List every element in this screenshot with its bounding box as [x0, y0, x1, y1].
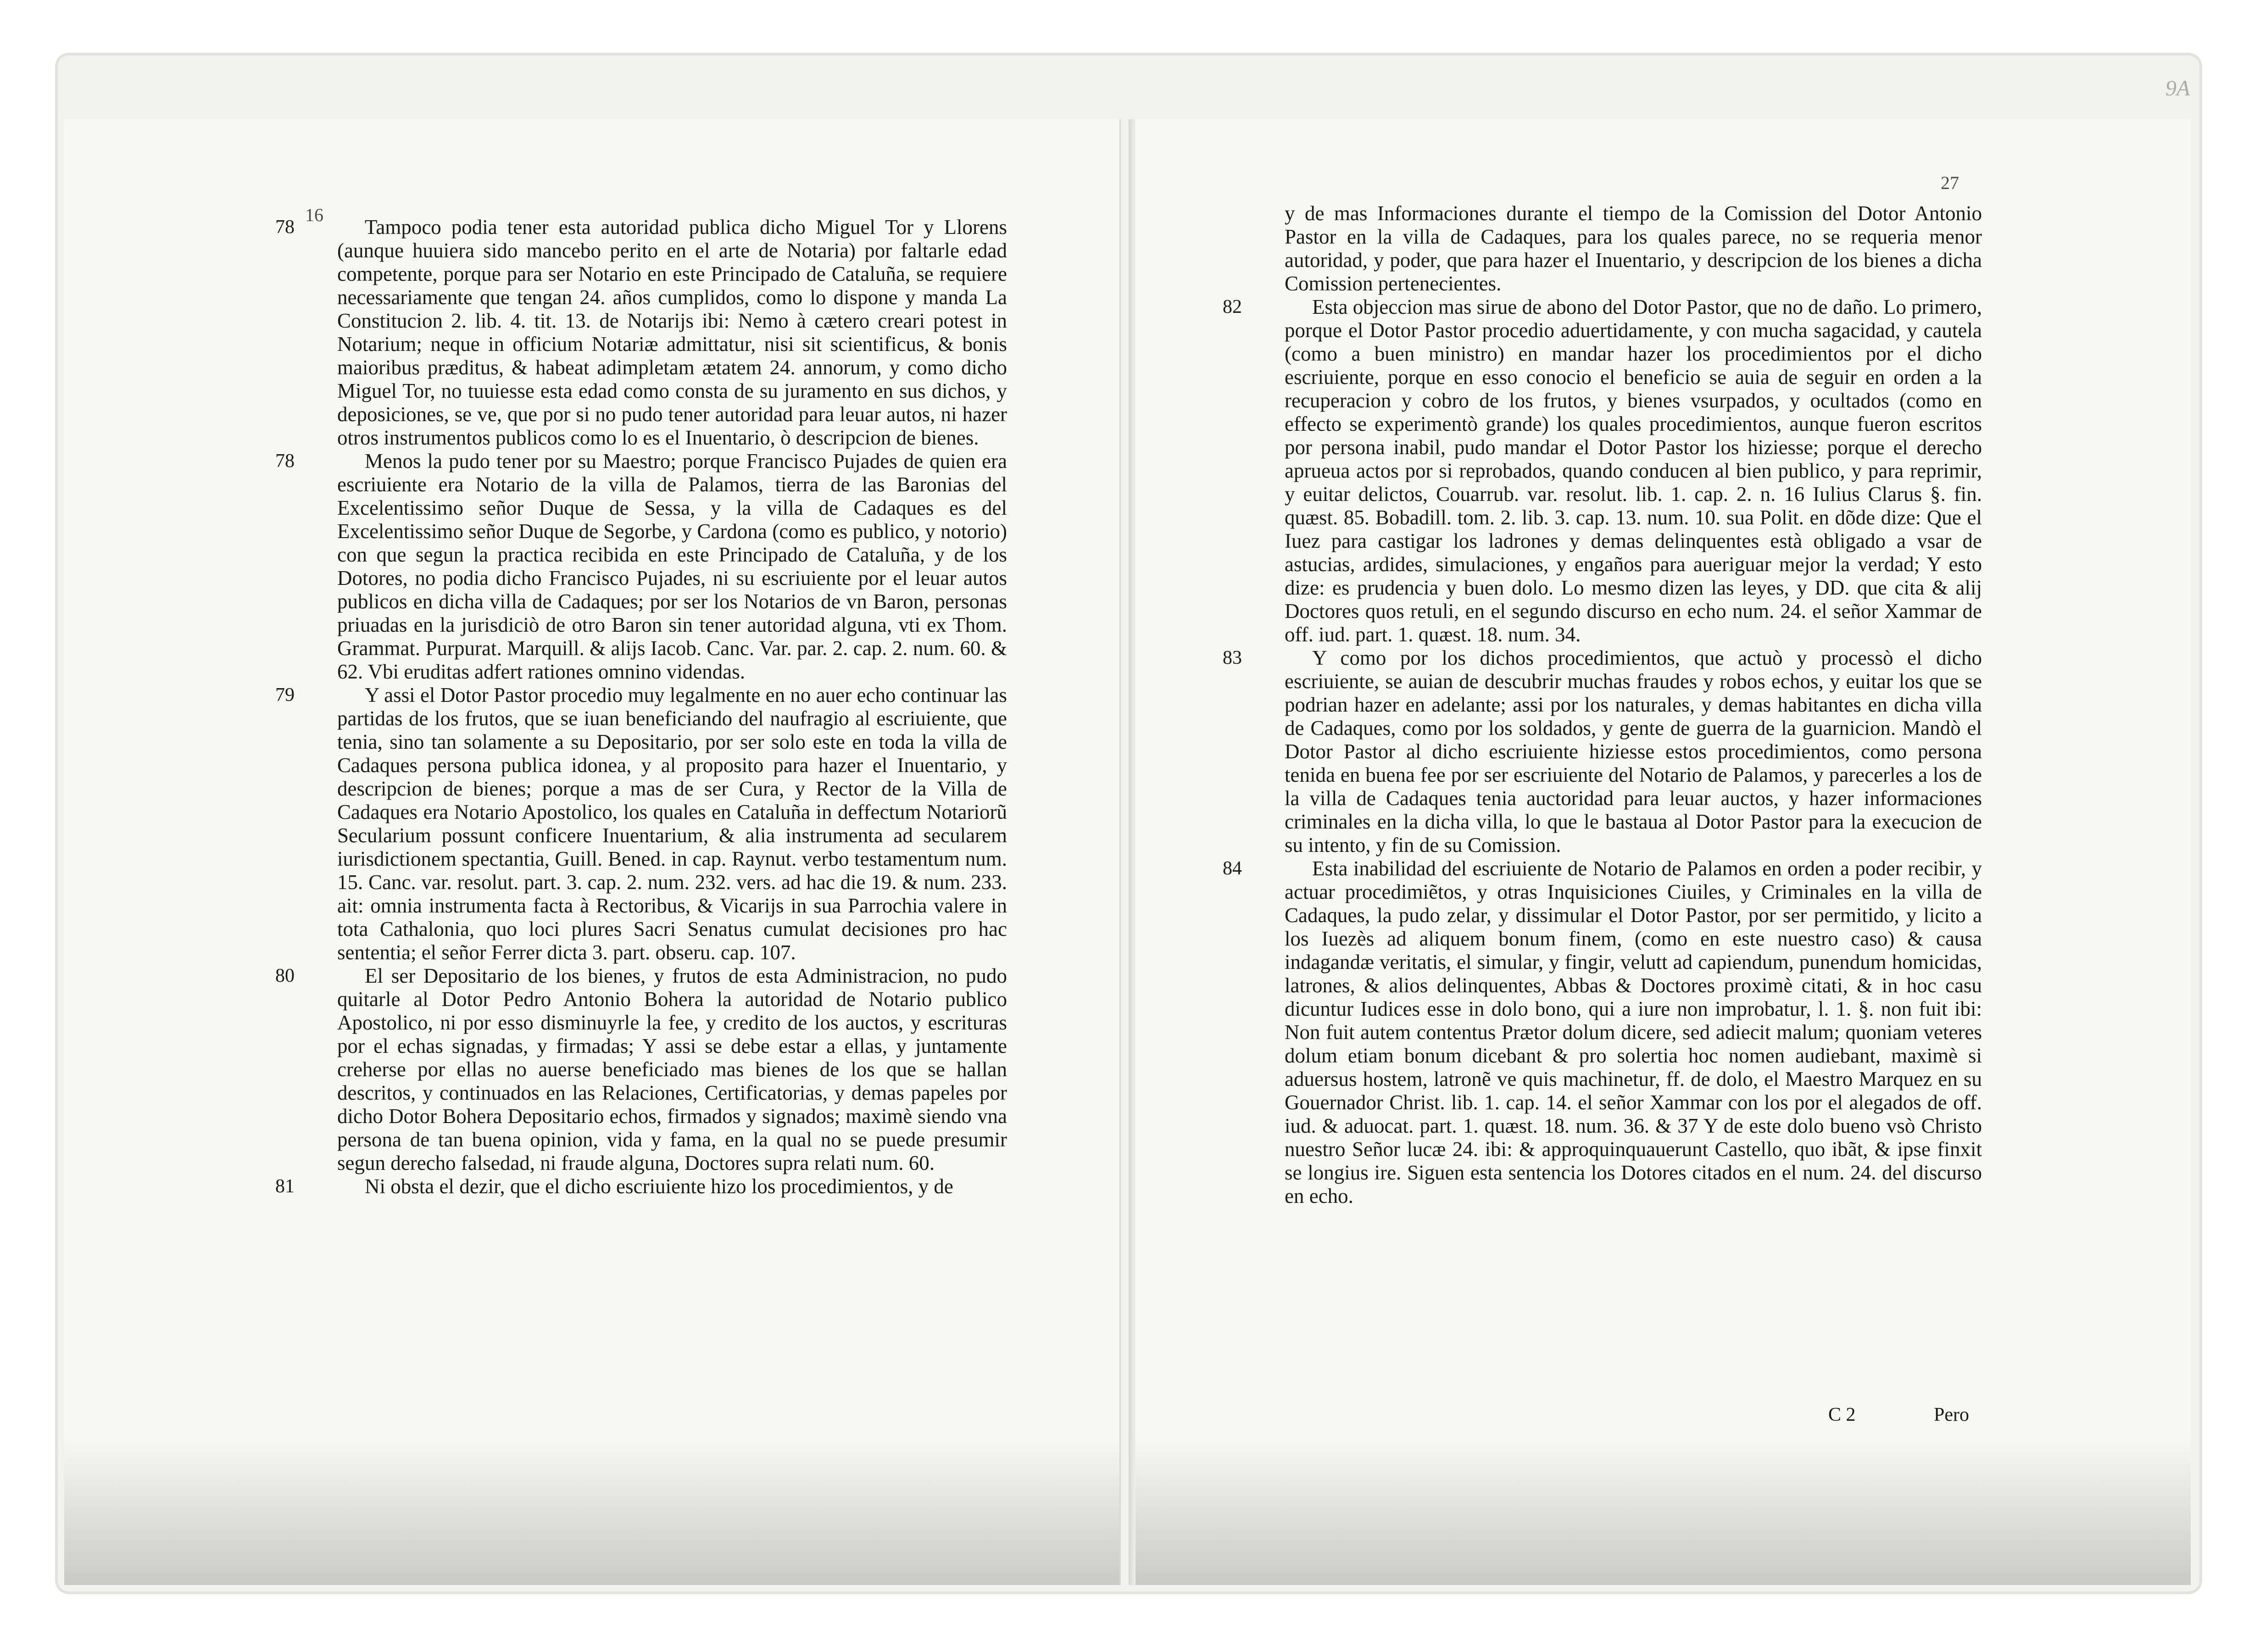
paragraph-text: Tampoco podia tener esta autoridad publica dicho Miguel Tor y Llorens (aunque huuiera sido mancebo perito en el arte de Notaria) por faltarle edad competente, porque para ser Notario en este Principado de Cataluña, se requiere necessariamente que tengan 24. años cumplidos, como lo dispone y manda La Constitucion 2. lib. 4. tit. 13. de Notarijs ibi: Nemo à cætero creari potest in Notarium; neque in officium Notariæ admittatur, nisi sit scientificus, & bonis maioribus præditus, & habeat adimpletam ætatem 24. annorum, y como dicho Miguel Tor, no tuuiesse esta edad como consta de su juramento en sus dichos, y deposiciones, se ve, que por si no pudo tener autoridad para leuar autos, ni hazer otros instrumentos publicos como lo es el Inuentario, ò descripcion de bienes.: [337, 216, 1007, 449]
page-stain: [64, 1438, 1119, 1585]
paragraph: [275, 1175, 1007, 1198]
paragraph: [1223, 857, 1982, 1208]
page-stain: [1135, 1438, 2191, 1585]
paragraph: [1223, 646, 1982, 857]
signature-mark: C 2: [1828, 1404, 1856, 1425]
paragraph: [275, 450, 1007, 684]
paragraph-text: Y como por los dichos procedimientos, que actuò y processò el dicho escriuiente, se auian de descubrir muchas fraudes y robos echos, y euitar los que se podrian hazer en adelante; assi por los naturales, y demas habitantes en dicha villa de Cadaques, como por los soldados, y gente de guerra de la guarnicion. Mandò el Dotor Pastor al dicho escriuiente hiziesse estos procedimientos, como persona tenida en buena fee por ser escriuiente del Notario de Palamos, y parecerles a los de la villa de Cadaques tenia auctoridad para leuar auctos, y hazer informaciones criminales en la dicha villa, lo que le bastaua al Dotor Pastor para la execucion de su intento, y fin de su Comission.: [1285, 646, 1982, 857]
paragraph: [1285, 202, 1982, 295]
right-page-text: [1223, 202, 1982, 1208]
paragraph: [275, 964, 1007, 1175]
paragraph-number: 78: [275, 217, 295, 238]
paragraph-text: Esta objeccion mas sirue de abono del Dotor Pastor, que no de daño. Lo primero, porque el Dotor Pastor procedio aduertidamente, y con mucha sagacidad, y cautela (como a buen ministro) en mandar hazer los procedimientos por el dicho escriuiente, porque en esso conocio el beneficio se auia de seguir en orden a la recuperacion y cobro de los frutos, y bienes vsurpados, y ocultados (como en effecto se experimentò grande) los quales procedimientos, aunque fueron escritos por persona inabil, pudo mandar el Dotor Pastor los hiziesse; porque el derecho aprueua actos por si reprobados, quando conducen al bien publico, y para reprimir, y euitar delictos, Couarrub. var. resolut. lib. 1. cap. 2. n. 16 Iulius Clarus §. fin. quæst. 85. Bobadill. tom. 2. lib. 3. cap. 13. num. 10. sua Polit. en dõde dize: Que el Iuez para castigar los ladrones y demas delinquentes està obligado a vsar de astucias, ardides, simulaciones, y engaños para aueriguar mejor la verdad; Y esto dize: es prudencia y buen dolo. Lo mesmo dizen las leyes, y DD. que cita & alij Doctores quos retuli, en el segundo discurso en echo num. 24. el señor Xammar de off. iud. part. 1. quæst. 18. num. 34.: [1285, 295, 1982, 646]
paragraph-text: El ser Depositario de los bienes, y frutos de esta Administracion, no pudo quitarle al Dotor Pedro Antonio Bohera la autoridad de Notario publico Apostolico, ni por esso disminuyrle la fee, y credito de los auctos, y escrituras por el echas signadas, y firmadas; Y assi se debe estar a ellas, y juntamente creherse por ellas no auerse beneficiado mas bienes de los que se hallan descritos, y continuados en las Relaciones, Certificatorias, y demas papeles por dicho Dotor Bohera Depositario echos, firmados y signados; maximè siendo vna persona de tan buena opinion, vida y fama, en la qual no se puede presumir segun derecho falsedad, ni fraude alguna, Doctores supra relati num. 60.: [337, 964, 1007, 1174]
paragraph-text: Esta inabilidad del escriuiente de Notario de Palamos en orden a poder recibir, y actuar procedimiẽtos, y otras Inquisiciones Ciuiles, y Criminales en la villa de Cadaques, la pudo zelar, y dissimular el Dotor Pastor, por ser permitido, y licito a los Iuezès ad aliquem bonum finem, (como en este nuestro caso) & causa indagandæ veritatis, el simular, y fingir, velutt ad capiendum, punendum homicidas, latrones, & alios delinquentes, Abbas & Doctores proximè citati, & in hoc casu dicuntur Iudices esse in dolo bono, qui a iure non improbatur, l. 1. §. non fuit ibi: Non fuit autem contentus Prætor dolum dicere, sed adiecit malum; quoniam veteres dolum etiam bonum dicebant & pro solertia hoc nomen audiebant, maximè si aduersus hostem, latronẽ ve quis machinetur, ff. de dolo, el Maestro Marquez en su Gouernador Christ. lib. 1. cap. 14. el señor Xammar con los por el alegados de off. iud. & aduocat. part. 1. quæst. 18. num. 36. & 37 Y de este dolo bueno vsò Christo nuestro Señor lucæ 24. ibi: & approquinquauerunt Castello, quo ibãt, & ipse finxit se longius ire. Siguen esta sentencia los Dotores citados en el num. 24. del discurso en echo.: [1285, 857, 1982, 1207]
catchword: Pero: [1934, 1404, 1969, 1425]
paragraph-text: Ni obsta el dezir, que el dicho escriuiente hizo los procedimientos, y de: [365, 1175, 953, 1198]
paragraph-number: 84: [1223, 858, 1242, 879]
paragraph: [1223, 295, 1982, 646]
right-page-number: 27: [1941, 172, 1959, 193]
paragraph-text: Menos la pudo tener por su Maestro; porque Francisco Pujades de quien era escriuiente era Notario de la villa de Palamos, tierra de las Baronias del Excelentissimo señor Duque de Sessa, y la villa de Cadaques es del Excelentissimo señor Duque de Segorbe, y Cardona (como es publico, y notorio) con que segun la practica recibida en este Principado de Cataluña, y de los Dotores, no podia dicho Francisco Pujades, ni su escriuiente por el leuar autos publicos en dicha villa de Cadaques; por ser los Notarios de vn Baron, personas priuadas en la jurisdiciò de otro Baron sin tener autoridad alguna, vti ex Thom. Grammat. Purpurat. Marquill. & alijs Iacob. Canc. Var. par. 2. cap. 2. num. 60. & 62. Vbi eruditas adfert rationes omnino videndas.: [337, 450, 1007, 683]
left-page-number: 16: [305, 205, 323, 225]
paragraph: [275, 684, 1007, 964]
paragraph-text: Y assi el Dotor Pastor procedio muy legalmente en no auer echo continuar las partidas de los frutos, que se iuan beneficiando del naufragio al escriuiente, que tenia, sino tan solamente a su Depositario, por ser solo este en toda la villa de Cadaques persona publica idonea, y al proposito para hazer el Inuentario, y descripcion de bienes; porque a mas de ser Cura, y Rector de la Villa de Cadaques era Notario Apostolico, los quales en Cataluña in deffectum Notariorũ Secularium possunt conficere Inuentarium, & alia instrumenta ad secularem iurisdictionem spectantia, Guill. Bened. in cap. Raynut. verbo testamentum num. 15. Canc. var. resolut. part. 3. cap. 2. num. 232. vers. ad hac die 19. & num. 233. ait: omnia instrumenta facta à Rectoribus, & Vicarijs in sua Parrochia valere in tota Cathalonia, quo loci plures Sacri Senatus cumulat decisiones pro hac sententia; el señor Ferrer dicta 3. part. obseru. cap. 107.: [337, 684, 1007, 964]
paragraph-number: 83: [1223, 647, 1242, 668]
paragraph-number: 78: [275, 451, 295, 472]
margin-note: 9A: [2165, 76, 2190, 100]
paragraph-text: y de mas Informaciones durante el tiempo de la Comission del Dotor Antonio Pastor en la villa de Cadaques, para los quales parece, no se requeria menor autoridad, y poder, que para hazer el Inuentario, y descripcion de los bienes a dicha Comission pertenecientes.: [1285, 202, 1982, 295]
paragraph-number: 80: [275, 965, 295, 986]
paragraph-number: 82: [1223, 296, 1242, 317]
paragraph-number: 79: [275, 684, 295, 706]
paragraph: [275, 216, 1007, 450]
left-page-text: [275, 216, 1007, 1198]
paragraph-number: 81: [275, 1176, 295, 1197]
